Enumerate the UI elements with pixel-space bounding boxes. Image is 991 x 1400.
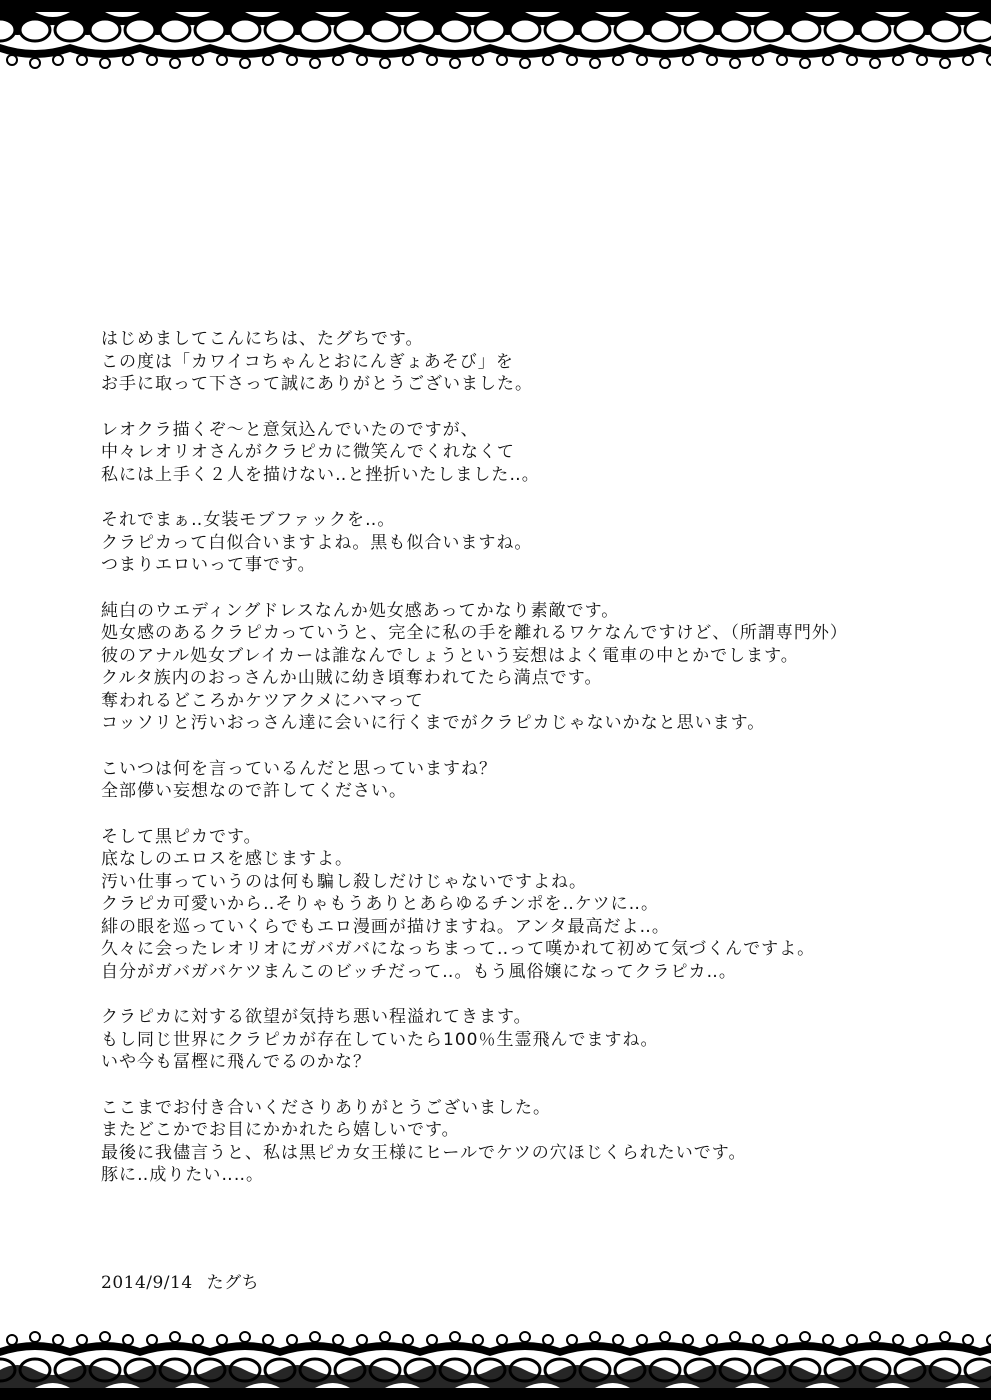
paragraph xyxy=(101,826,901,984)
afterword-text xyxy=(101,328,901,1187)
text-line: 自分がガバガバケツまんこのビッチだって‥。もう風俗嬢になってクラピカ‥。 xyxy=(101,961,737,982)
text-line: 久々に会ったレオリオにガバガバになっちまって‥って嘆かれて初めて気づくんですよ。 xyxy=(101,939,816,959)
text-line: もし同じ世界にクラピカが存在していたら100％生霊飛んでますね。 xyxy=(101,1029,659,1050)
text-line: 緋の眼を巡っていくらでもエロ漫画が描けますね。アンタ最高だよ‥。 xyxy=(101,916,670,937)
text-line: 処女感のあるクラピカっていうと、完全に私の手を離れるワケなんですけど、（所謂専門外） xyxy=(101,623,848,643)
text-line: 底なしのエロスを感じますよ。 xyxy=(101,849,353,869)
text-line: 純白のウエディングドレスなんか処女感あってかなり素敵です。 xyxy=(101,600,620,621)
text-line: レオクラ描くぞ～と意気込んでいたのですが、 xyxy=(101,419,479,440)
text-line: コッソリと汚いおっさん達に会いに行くまでがクラピカじゃないかなと思います。 xyxy=(101,713,766,733)
signature xyxy=(101,1268,259,1293)
lace-border-bottom xyxy=(0,1328,991,1400)
text-line: 豚に‥成りたい‥‥。 xyxy=(101,1165,265,1185)
text-line: はじめましてこんにちは、たグちです。 xyxy=(101,329,424,349)
signature-date: 2014/9/14 xyxy=(101,1273,193,1293)
text-line: クラピカに対する欲望が気持ち悪い程溢れてきます。 xyxy=(101,1007,532,1027)
text-line: ここまでお付き合いくださりありがとうございました。 xyxy=(101,1097,551,1118)
paragraph xyxy=(101,1097,901,1187)
text-line: 汚い仕事っていうのは何も騙し殺しだけじゃないですよね。 xyxy=(101,871,587,892)
text-line: こいつは何を言っているんだと思っていますね？ xyxy=(101,758,497,779)
text-line: 私には上手く２人を描けない‥と挫折いたしました‥。 xyxy=(101,464,540,485)
paragraph xyxy=(101,1006,901,1074)
lace-border-top xyxy=(0,0,991,72)
paragraph xyxy=(101,328,901,396)
text-line: いや今も冨樫に飛んでるのかな？ xyxy=(101,1052,371,1072)
paragraph xyxy=(101,600,901,735)
text-line: クラピカ可愛いから‥そりゃもうありとあらゆるチンポを‥ケツに‥。 xyxy=(101,894,660,914)
text-line: 全部儚い妄想なので許してください。 xyxy=(101,781,407,801)
text-line: クルタ族内のおっさんか山賊に幼き頃奪われてたら満点です。 xyxy=(101,668,603,688)
text-line: 奪われるどころかケツアクメにハマって xyxy=(101,690,424,711)
text-line: そして黒ピカです。 xyxy=(101,826,262,847)
text-line: 彼のアナル処女ブレイカーは誰なんでしょうという妄想はよく電車の中とかでします。 xyxy=(101,645,799,666)
text-line: それでまぁ‥女装モブファックを‥。 xyxy=(101,510,396,530)
text-line: この度は「カワイコちゃんとおにんぎょあそび」を xyxy=(101,351,514,372)
text-line: 中々レオリオさんがクラピカに微笑んでくれなくて xyxy=(101,442,515,462)
text-line: またどこかでお目にかかれたら嬉しいです。 xyxy=(101,1120,460,1140)
paragraph xyxy=(101,419,901,487)
paragraph xyxy=(101,509,901,577)
text-line: つまりエロいって事です。 xyxy=(101,555,316,575)
text-line: お手に取って下さって誠にありがとうございました。 xyxy=(101,374,533,394)
text-line: 最後に我儘言うと、私は黒ピカ女王様にヒールでケツの穴ほじくられたいです。 xyxy=(101,1142,747,1163)
paragraph xyxy=(101,758,901,803)
text-line: クラピカって白似合いますよね。黒も似合いますね。 xyxy=(101,532,533,553)
signature-author: たグち xyxy=(206,1273,260,1293)
